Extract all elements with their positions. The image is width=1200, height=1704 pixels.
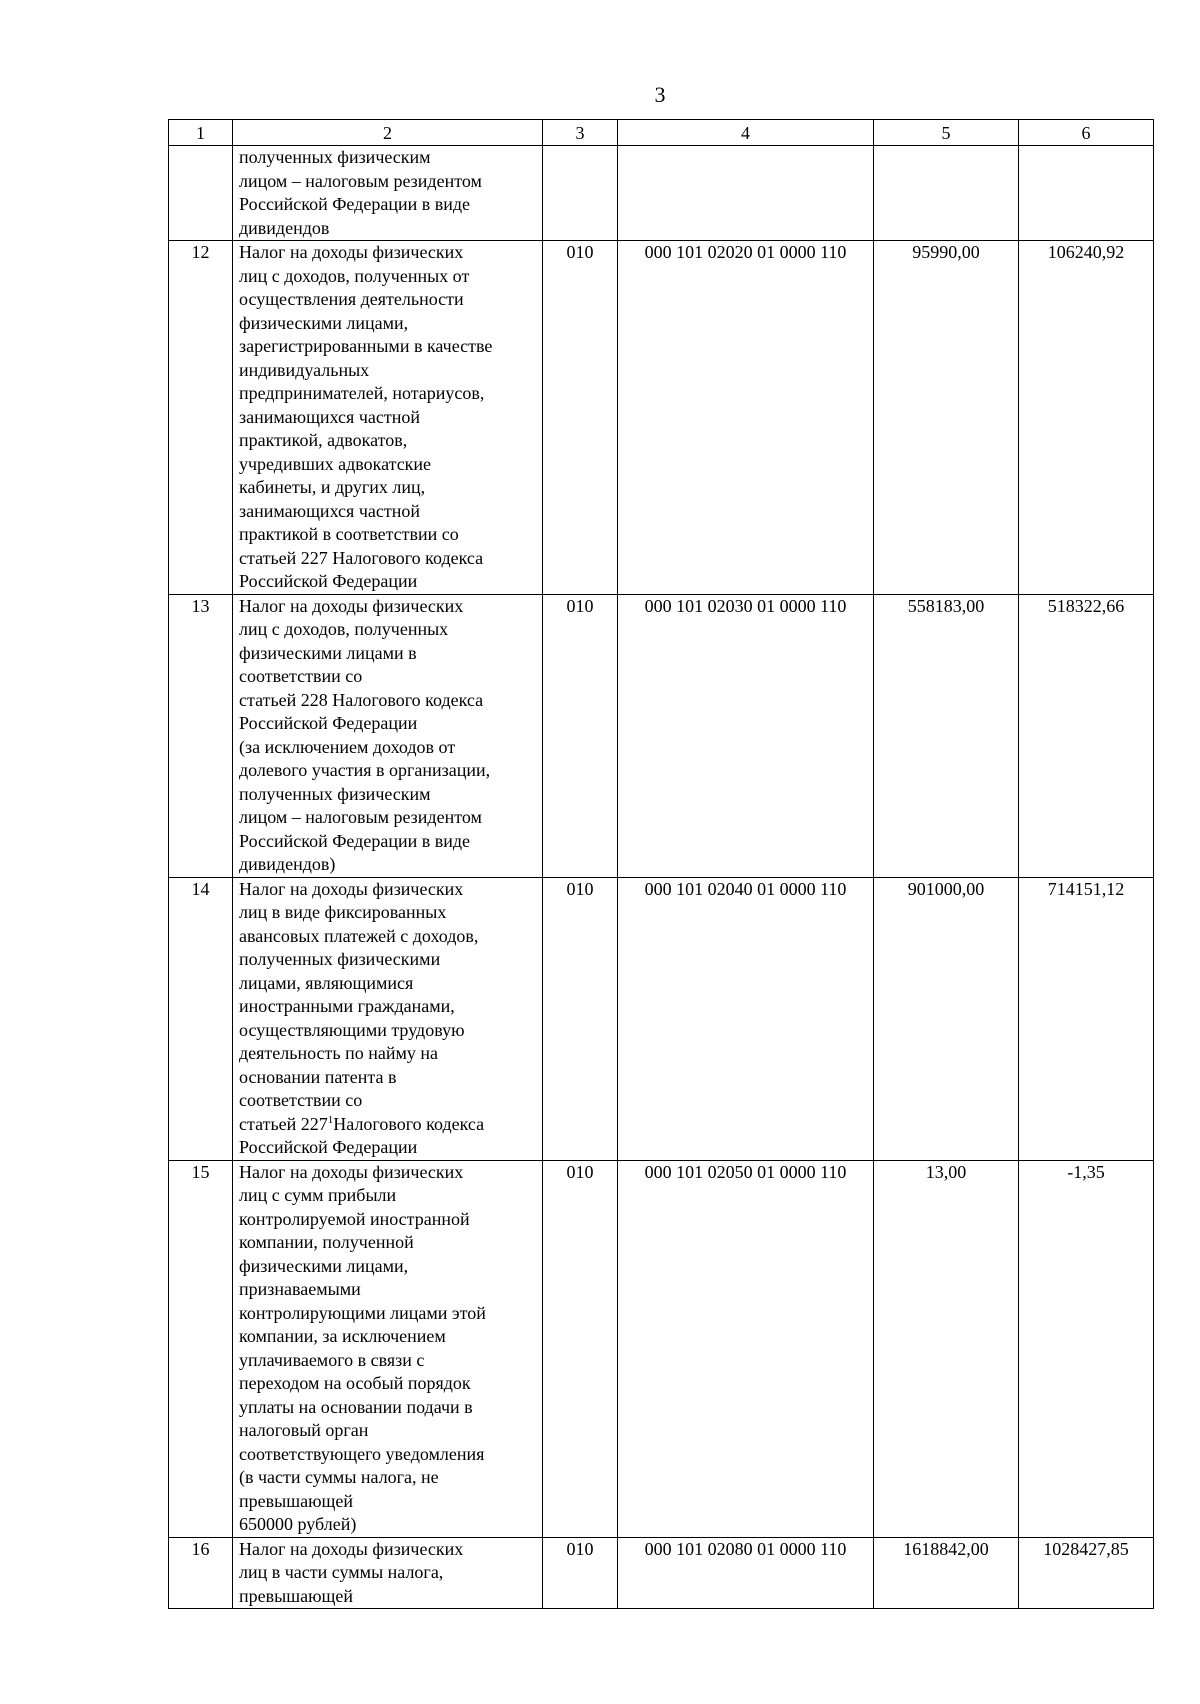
line-code-cell: 010 [543, 241, 618, 595]
tax-name-cell [233, 241, 543, 595]
header-cell: 4 [618, 120, 874, 146]
line-code-cell: 010 [543, 877, 618, 1160]
tax-name-line: контролирующими лицами этой [239, 1302, 486, 1323]
tax-name-cell [233, 877, 543, 1160]
tax-name-line: полученных физическими [239, 949, 441, 969]
tax-name-line: Налог на доходы физических [239, 1538, 464, 1559]
actual-amount-cell: 1028427,85 [1019, 1537, 1154, 1609]
table-body [169, 146, 1154, 1609]
tax-name-line: превышающей [239, 1585, 353, 1606]
actual-amount-cell: 714151,12 [1019, 877, 1154, 1160]
tax-name-line: компании, полученной [239, 1232, 414, 1252]
actual-amount-cell: 518322,66 [1019, 594, 1154, 877]
table-row [169, 594, 1154, 877]
planned-amount-cell: 1618842,00 [874, 1537, 1019, 1609]
budget-code-cell: 000 101 02020 01 0000 110 [618, 241, 874, 595]
tax-name-line: дивидендов) [239, 854, 336, 874]
table-row [169, 146, 1154, 241]
page-number: 3 [654, 82, 666, 107]
tax-name-line: соответствии со [239, 1090, 363, 1110]
row-number-cell [169, 146, 233, 241]
tax-name-line: Российской Федерации в виде [239, 194, 470, 214]
tax-name-line: лиц с доходов, полученных [239, 619, 449, 639]
superscript-one: 1 [327, 1113, 334, 1126]
tax-name-line: лицом – налоговым резидентом [239, 807, 482, 827]
tax-name-line: долевого участия в организации, [239, 760, 491, 780]
budget-code-cell: 000 101 02050 01 0000 110 [618, 1160, 874, 1537]
tax-name-line: осуществляющими трудовую [239, 1019, 465, 1040]
budget-code-cell [618, 146, 874, 241]
planned-amount-cell: 95990,00 [874, 241, 1019, 595]
tax-name-line: (в части суммы налога, не [239, 1467, 439, 1487]
tax-name-line: 650000 рублей) [239, 1514, 357, 1534]
tax-name-line: соответствующего уведомления [239, 1443, 485, 1464]
tax-name-line: занимающихся частной [239, 406, 420, 427]
planned-amount-cell: 901000,00 [874, 877, 1019, 1160]
table-row [169, 1537, 1154, 1609]
tax-name-line: превышающей [239, 1490, 353, 1511]
table-row [169, 1160, 1154, 1537]
row-number-cell: 15 [169, 1160, 233, 1537]
planned-amount-cell: 13,00 [874, 1160, 1019, 1537]
tax-name-line: лиц в виде фиксированных [239, 902, 447, 922]
tax-name-line: лицом – налоговым резидентом [239, 170, 482, 191]
tax-name-line: статьей 228 Налогового кодекса [239, 689, 484, 710]
tax-name-line: физическими лицами, [239, 1255, 409, 1276]
tax-name-line: Налог на доходы физических [239, 242, 464, 262]
budget-code-cell: 000 101 02030 01 0000 110 [618, 594, 874, 877]
actual-amount-cell [1019, 146, 1154, 241]
tax-name-line: Налог на доходы физических [239, 878, 464, 899]
line-code-cell: 010 [543, 1160, 618, 1537]
row-number-cell: 12 [169, 241, 233, 595]
tax-name-line: индивидуальных [239, 359, 370, 380]
table-row [169, 877, 1154, 1160]
tax-name-line: (за исключением доходов от [239, 736, 456, 757]
tax-name-cell [233, 1160, 543, 1537]
tax-name-line: лиц с доходов, полученных от [239, 265, 470, 286]
planned-amount-cell: 558183,00 [874, 594, 1019, 877]
tax-name-line: иностранными гражданами, [239, 996, 455, 1016]
tax-name-line: Российской Федерации в виде [239, 830, 470, 851]
tax-name-line: статьей 227 Налогового кодекса [239, 547, 484, 568]
revenue-table [168, 119, 1154, 1609]
tax-name-line: компании, за исключением [239, 1326, 446, 1346]
tax-name-line: лиц в части суммы налога, [239, 1562, 444, 1582]
tax-name-line: полученных физическим [239, 147, 431, 167]
tax-name-cell [233, 146, 543, 241]
tax-name-line: уплачиваемого в связи с [239, 1349, 425, 1370]
tax-name-line: осуществления деятельности [239, 289, 464, 309]
budget-code-cell: 000 101 02040 01 0000 110 [618, 877, 874, 1160]
actual-amount-cell: 106240,92 [1019, 241, 1154, 595]
tax-name-line: переходом на особый порядок [239, 1373, 471, 1393]
tax-name-line: практикой, адвокатов, [239, 430, 408, 450]
table-header-row [169, 120, 1154, 146]
tax-name-line: Российской Федерации [239, 571, 418, 591]
tax-name-line: основании патента в [239, 1066, 397, 1087]
tax-name-line: деятельность по найму на [239, 1043, 439, 1063]
tax-name-line: учредивших адвокатские [239, 453, 432, 474]
header-cell: 3 [543, 120, 618, 146]
tax-name-line: соответствии со [239, 666, 363, 686]
header-cell: 5 [874, 120, 1019, 146]
tax-name-line: практикой в соответствии со [239, 524, 459, 544]
row-number-cell: 13 [169, 594, 233, 877]
row-number-cell: 14 [169, 877, 233, 1160]
actual-amount-cell: -1,35 [1019, 1160, 1154, 1537]
tax-name-line: физическими лицами в [239, 642, 417, 663]
header-cell: 2 [233, 120, 543, 146]
planned-amount-cell [874, 146, 1019, 241]
tax-name-line: налоговый орган [239, 1420, 369, 1440]
tax-name-line: предпринимателей, нотариусов, [239, 383, 485, 403]
header-cell: 6 [1019, 120, 1154, 146]
tax-name-line: кабинеты, и других лиц, [239, 477, 426, 497]
tax-name-line: Налог на доходы физических [239, 595, 464, 616]
tax-name-line: физическими лицами, [239, 312, 409, 333]
tax-name-line: лицами, являющимися [239, 972, 414, 993]
line-code-cell: 010 [543, 594, 618, 877]
tax-name-line: Российской Федерации [239, 713, 418, 733]
tax-name-line: полученных физическим [239, 783, 431, 804]
tax-name-line: занимающихся частной [239, 500, 420, 521]
tax-name-line: лиц с сумм прибыли [239, 1185, 397, 1205]
tax-name-line: авансовых платежей с доходов, [239, 925, 479, 946]
tax-name-line: уплаты на основании подачи в [239, 1396, 473, 1417]
tax-name-cell [233, 1537, 543, 1609]
tax-name-line: признаваемыми [239, 1279, 361, 1299]
header-cell: 1 [169, 120, 233, 146]
row-number-cell: 16 [169, 1537, 233, 1609]
budget-code-cell: 000 101 02080 01 0000 110 [618, 1537, 874, 1609]
tax-name-cell [233, 594, 543, 877]
tax-name-line: зарегистрированными в качестве [239, 336, 493, 356]
table-row [169, 241, 1154, 595]
tax-name-line: дивидендов [239, 217, 330, 238]
tax-name-line: контролируемой иностранной [239, 1208, 470, 1229]
tax-name-line: Российской Федерации [239, 1137, 418, 1157]
line-code-cell: 010 [543, 1537, 618, 1609]
tax-name-line: Налог на доходы физических [239, 1161, 464, 1182]
tax-name-line: статьей $227^1Налогового$ кодекса [239, 1113, 485, 1134]
line-code-cell [543, 146, 618, 241]
